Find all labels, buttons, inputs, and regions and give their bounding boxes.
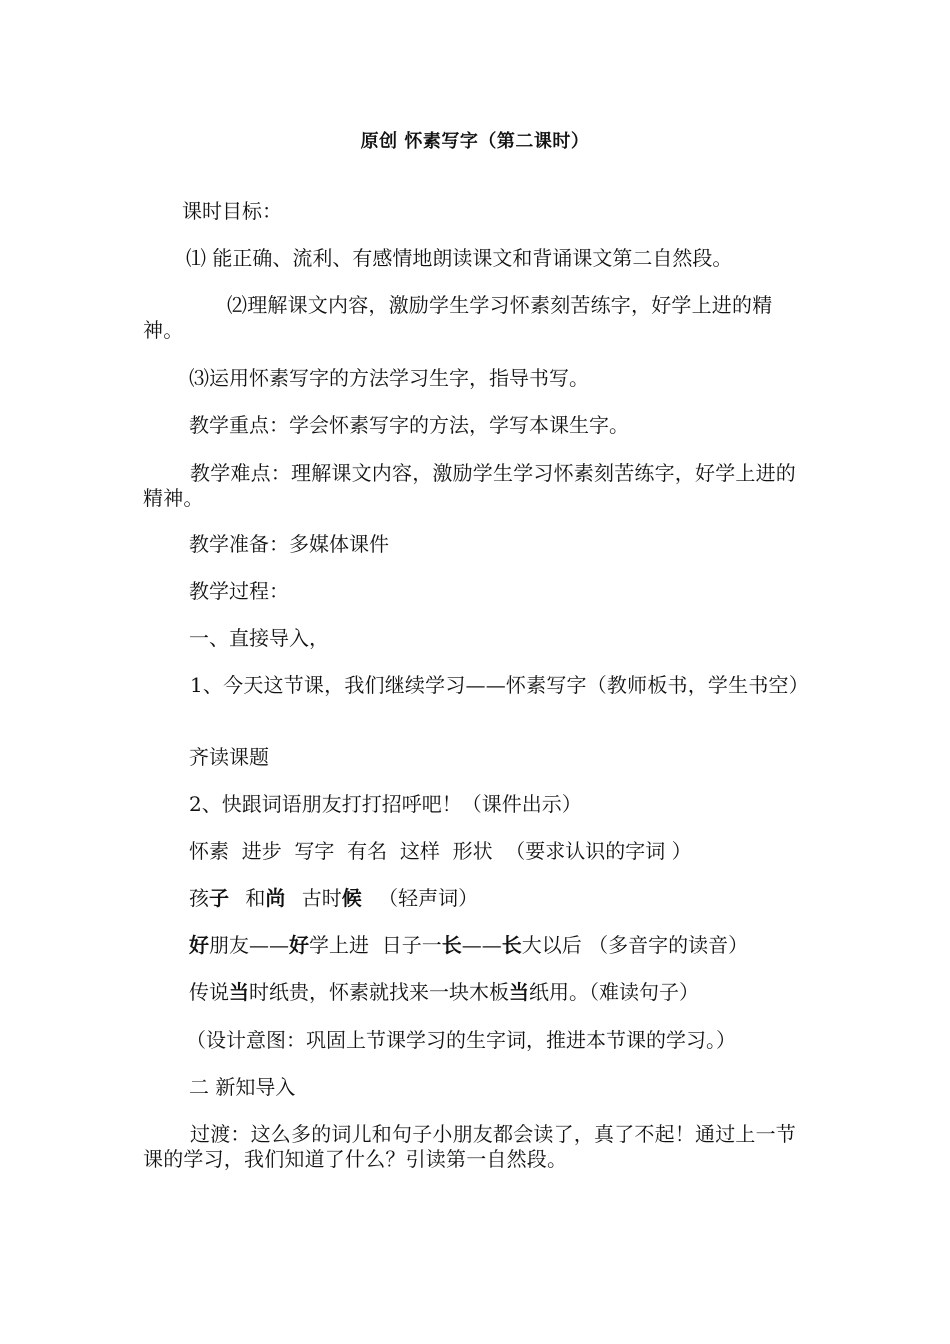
- process-heading: 教学过程：: [189, 579, 289, 603]
- bold-char: 当: [509, 980, 529, 1004]
- design-intent: （设计意图：巩固上节课学习的生字词，推进本节课的学习。）: [186, 1028, 736, 1052]
- bold-char: 好: [289, 933, 309, 957]
- preparation: 教学准备：多媒体课件: [189, 532, 389, 556]
- bold-char: 候: [341, 886, 362, 910]
- section-1-heading: 一、直接导入，: [189, 626, 329, 650]
- text-part: 朋友——: [209, 933, 289, 957]
- text-part: ——: [461, 933, 502, 957]
- text-part: 学上进 日子一: [309, 933, 442, 957]
- step-1: 1、今天这节课，我们继续学习——怀素写字（教师板书，学生书空）: [190, 673, 809, 697]
- section-2-heading: 二 新知导入: [189, 1075, 296, 1099]
- text-part: 传说: [189, 980, 229, 1004]
- key-point: 教学重点：学会怀素写字的方法，学写本课生字。: [189, 413, 629, 437]
- bold-char: 尚: [265, 886, 286, 910]
- bold-char: 长: [501, 933, 522, 957]
- word-part: 和: [245, 886, 266, 910]
- word-part: 古时: [301, 886, 342, 910]
- bold-char: 子: [209, 886, 229, 910]
- bold-char: 好: [189, 933, 209, 957]
- objective-3: ⑶运用怀素写字的方法学习生字，指导书写。: [189, 366, 589, 390]
- neutral-tone-line: [189, 886, 856, 911]
- note: （轻声词）: [378, 886, 479, 910]
- objective-1: ⑴ 能正确、流利、有感情地朗读课文和背诵课文第二自然段。: [186, 246, 733, 270]
- bold-char: 当: [229, 980, 249, 1004]
- text-part: 时纸贵，怀素就找来一块木板: [249, 980, 509, 1004]
- polyphone-line: [189, 933, 856, 958]
- words-line: 怀素 进步 写字 有名 这样 形状 （要求认识的字词 ）: [189, 839, 692, 863]
- read-title: 齐读课题: [189, 745, 269, 769]
- text-part: 大以后 （多音字的读音）: [521, 933, 749, 957]
- word-part: 孩: [189, 886, 209, 910]
- step-2: 2、快跟词语朋友打打招呼吧！（课件出示）: [189, 792, 582, 816]
- text-part: 纸用。（难读句子）: [529, 980, 699, 1004]
- objective-2: ⑵理解课文内容，激励学生学习怀素刻苦练字，好学上进的精神。: [143, 293, 773, 342]
- difficulty: 教学难点：理解课文内容，激励学生学习怀素刻苦练字，好学上进的精神。: [143, 461, 796, 510]
- objectives-heading: 课时目标：: [182, 199, 282, 223]
- document-title: 原创 怀素写字（第二课时）: [360, 131, 590, 152]
- transition-paragraph: 过渡：这么多的词儿和句子小朋友都会读了，真了不起！通过上一节课的学习，我们知道了什么？引读第一自然段。: [143, 1122, 796, 1171]
- bold-char: 长: [441, 933, 462, 957]
- sentence-line: [189, 980, 856, 1005]
